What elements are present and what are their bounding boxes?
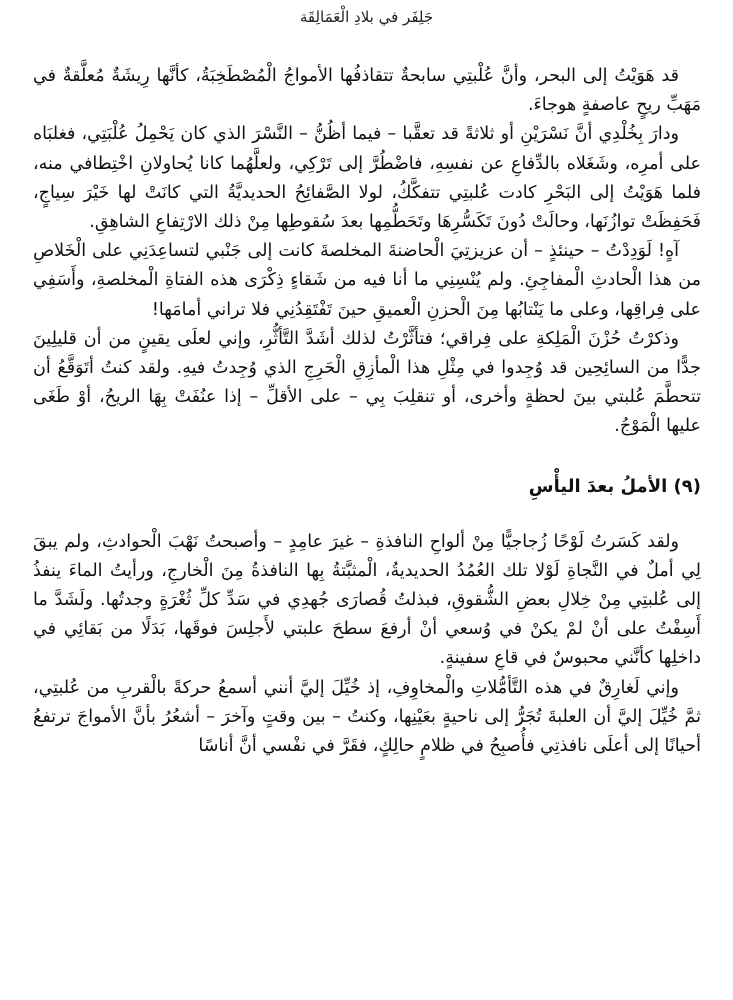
body-text bbox=[33, 62, 701, 761]
heading-gap bbox=[33, 502, 701, 528]
paragraph-6: وإني لَغارِقٌ في هذه التَّأمُّلاتِ والْمخاوِفِ، إذ خُيِّلَ إليَّ أنني أسمعُ حركةً بالْقربِ من عُلبتِي، ثمَّ خُيِّلَ إليَّ أن العلبةَ تُجَرُّ إلى ناحيةٍ بعَيْنِها، وكنتُ – بين وقتٍ وآخرَ – أشعُرُ بأنَّ الأمواجَ ترتفعُ أحيانًا إلى أعلَى نافذتِي فأُصبِحُ في ظلامٍ حالِكٍ، فقَرَّ في نفْسي أنَّ أناسًا bbox=[33, 677, 701, 757]
section-gap bbox=[33, 442, 701, 472]
running-head: جَلِفَر في بلادِ الْعَمَالِقَة bbox=[299, 8, 434, 26]
paragraph-1: قد هَوَيْتُ إلى البحر، وأنَّ عُلْبتِي سابحةٌ تتقاذفُها الأمواجُ الْمُصْطَخِبَةُ، كأنَّها رِيشَةٌ مُعلَّقةٌ في مَهَبِّ ريحٍ عاصفةٍ هوجاءَ. bbox=[33, 66, 701, 116]
paragraph-3: آهٍ! لَوَدِدْتُ – حينئذٍ – أن عزيزتِيَ الْحاضنةَ المخلصةَ كانت إلى جَنْبي لتساعِدَنِي على الْخَلاصِ من هذا الْحادثِ الْمفاجِئِ. ولم يُنْسِنِي ما أنا فيه من شَقاءٍ ذِكْرَى هذه الفتاةِ الْمخلصةِ، وأَسَفِي على فِراقِها، وعلى ما يَنْتابُها مِنَ الْحزنِ الْعميقِ حينَ تَفْتَقِدُنِي فلا تراني أمامَها! bbox=[33, 241, 701, 320]
paragraph-5: ولقد كَسَرتُ لَوْحًا زُجاجيًّا مِنْ ألواحِ النافذةِ – غيرَ عامِدٍ – وأصبحتُ نَهْبَ الْحوادثِ، ولم يبقَ لِي أملٌ في النَّجاةِ لَوْلا تلك العُمُدُ الحديديةُ، الْمثبَّتةُ بِها النافذةُ مِنَ الْخارجِ، ورأيتُ الماءَ ينفذُ إلى عُلبتِي مِنْ خِلالِ بعضِ الشُّقوقِ، فبذلتُ قُصارَى جُهدِي في سَدِّ كلِّ ثُغْرَةٍ وجدتُها. ولَشَدَّ ما أَسِفْتُ على أنْ لمْ يكنْ في وُسعي أنْ أرفعَ سطحَ علبتي لأَجلِسَ فوقَها، بَدَلًا من بَقائِي في داخلِها كأنَّني محبوسٌ في قاعِ سفينةٍ. bbox=[33, 531, 701, 669]
paragraph-4: وذكرْتُ حُزْنَ الْمَلِكةِ على فِراقي؛ فتأثَّرْتُ لذلك أشَدَّ التَّأثُّرِ، وإني لعلَى يقينٍ من أن قليلِينَ جدًّا من السائِحِين قد وُجِدوا في مِثْلِ هذا الْمأزِقِ الْحَرِجِ الذي وُجِدتُ فيهِ. ولقد كنتُ أتَوَقَّعُ أن تتحطَّمَ عُلبتي بينَ لحظةٍ وأخرى، أو تنقلِبَ بِي – على الأقلِّ – إذا عنُفَتْ بِهَا الريحُ، أوْ طَغَى عليها الْمَوْجُ. bbox=[33, 328, 701, 437]
section-heading: (٩) الأملُ بعدَ اليأْسِ bbox=[528, 475, 701, 497]
paragraph-2: ودارَ بِخُلْدِي أنَّ نَسْرَيْنِ أو ثلاثةً قد تعقَّبا – فيما أظُنُّ – النَّسْرَ الذي كان يَحْمِلُ عُلْبَتِي، فغلبَاه على أمرِه، وشَغَلاه بالدِّفاعِ عن نفسِهِ، فاضْطُرَّ إلى تَرْكِي، ولعلَّهُما كانا يُحاولانِ اخْتِطافي منه، فلما هَوَيْتُ إلى البَحْرِ كادت عُلبتِي تتفكَّكُ، لولا الصَّفائِحُ الحديديَّةُ التي كانَتْ لها خَيْرَ سِياجٍ، فَحَفِظَتْ توازُنَها، وحالَتْ دُونَ تَكَسُّرِهَا وتَحَطُّمِها بعدَ سُقوطِها مِنْ ذلك الارْتِفاعِ الشاهِقِ. bbox=[33, 124, 701, 233]
